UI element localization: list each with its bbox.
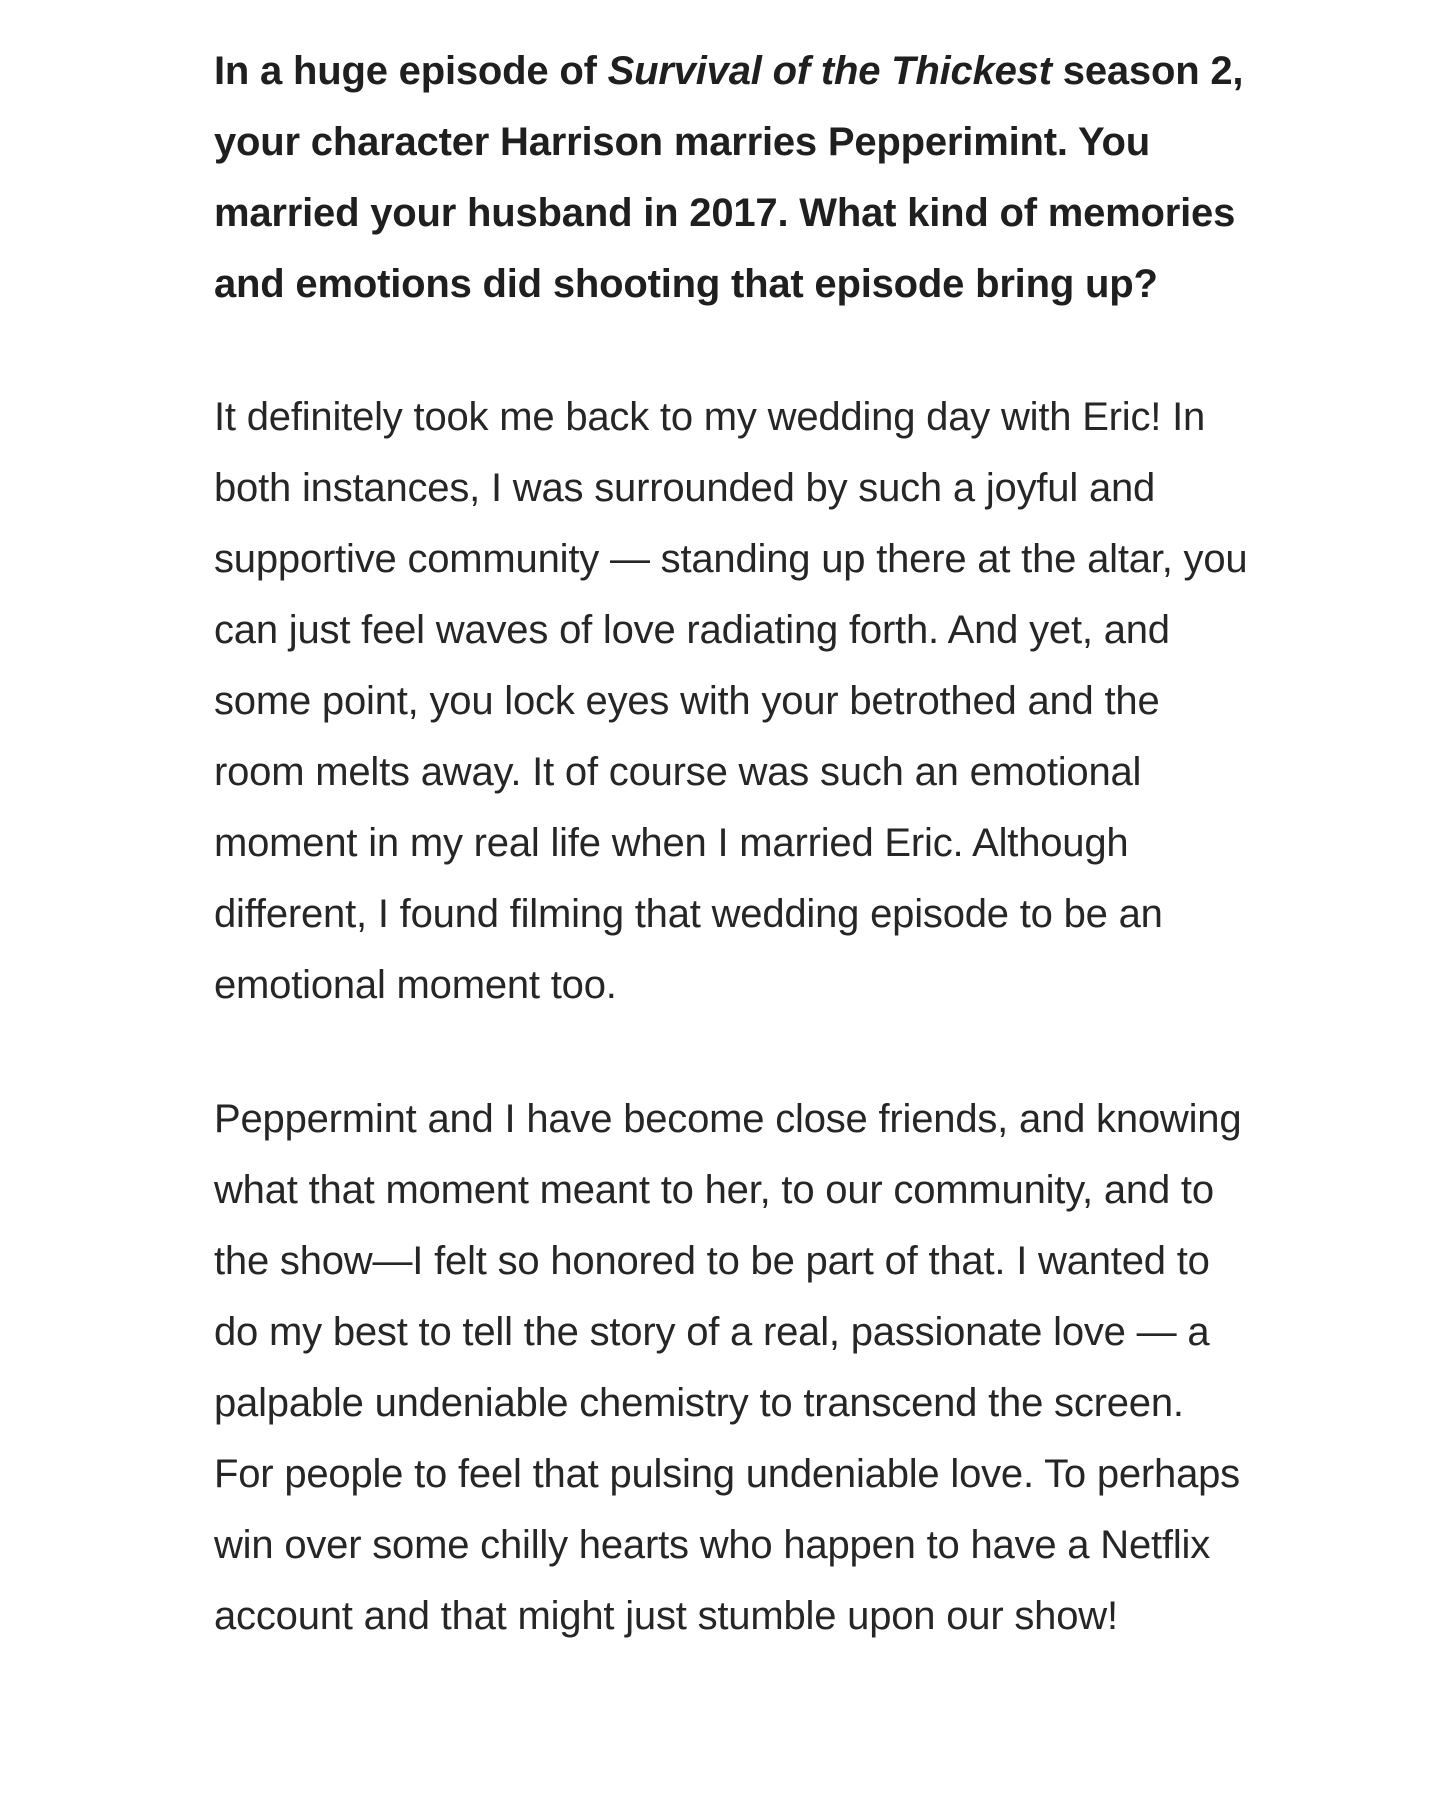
question-prefix: In a huge episode of xyxy=(214,49,608,93)
interview-question xyxy=(214,36,1254,320)
question-suffix: season 2, your character Harrison marries Pepperimint. You married your husband in 2017. What kind of memories and emotions did shooting that episode bring up? xyxy=(214,49,1244,306)
show-title: Survival of the Thickest xyxy=(607,49,1052,93)
article-body xyxy=(214,36,1254,1652)
answer-paragraph-1: It definitely took me back to my wedding day with Eric! In both instances, I was surrounded by such a joyful and supportive community — standing up there at the altar, you can just feel waves of love radiating forth. And yet, and some point, you lock eyes with your betrothed and the room melts away. It of course was such an emotional moment in my real life when I married Eric. Although different, I found filming that wedding episode to be an emotional moment too. xyxy=(214,395,1248,1007)
answer-paragraph-2: Peppermint and I have become close friends, and knowing what that moment meant to her, to our community, and to the show—I felt so honored to be part of that. I wanted to do my best to tell the story of a real, passionate love — a palpable undeniable chemistry to transcend the screen. For people to feel that pulsing undeniable love. To perhaps win over some chilly hearts who happen to have a Netflix account and that might just stumble upon our show! xyxy=(214,1097,1242,1638)
